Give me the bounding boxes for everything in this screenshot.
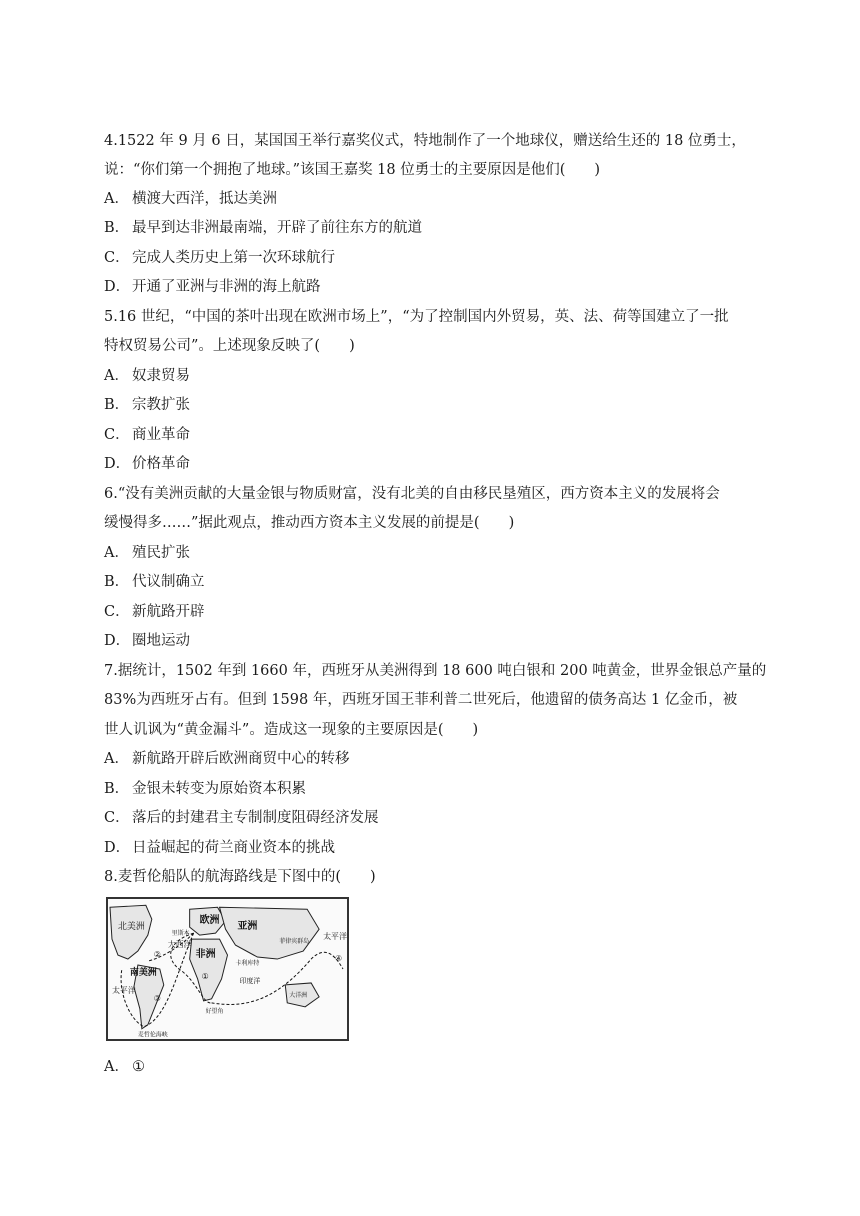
question-6-option-d[interactable] xyxy=(104,631,190,651)
option-text: 完成人类历史上第一次环球航行 xyxy=(132,250,335,266)
option-letter: C． xyxy=(104,810,130,826)
question-4-line-2: 说：“你们第一个拥抱了地球。”该国王嘉奖 18 位勇士的主要原因是他们( ) xyxy=(104,162,601,178)
question-7-line-3: 世人讥讽为“黄金漏斗”。造成这一现象的主要原因是( ) xyxy=(104,722,479,738)
question-4-option-a[interactable] xyxy=(104,189,277,209)
option-letter: D． xyxy=(104,840,131,856)
option-letter: D． xyxy=(104,456,131,472)
option-text: 殖民扩张 xyxy=(132,545,190,561)
question-5-option-d[interactable] xyxy=(104,454,190,474)
map-svg xyxy=(108,899,347,1039)
map-label-north-america: 北美洲 xyxy=(117,922,145,933)
option-letter: A． xyxy=(104,1059,129,1075)
question-7-option-d[interactable] xyxy=(104,838,335,858)
map-label-lisbon: 里斯本 xyxy=(171,930,190,938)
asia-shape xyxy=(220,907,320,959)
question-7-line-2: 83%为西班牙占有。但到 1598 年，西班牙国王菲利普二世死后，他遗留的债务高达 1 亿金币，被 xyxy=(104,692,738,708)
map-label-pacific-left: 太平洋 xyxy=(111,985,136,995)
question-6-option-c[interactable] xyxy=(104,602,205,622)
map-label-atlantic: 大西洋 xyxy=(167,940,192,950)
question-4-option-d[interactable] xyxy=(104,277,321,297)
option-letter: A． xyxy=(104,545,129,561)
option-text: 价格革命 xyxy=(132,456,190,472)
option-text: 代议制确立 xyxy=(132,574,205,590)
question-5-line-1: 5.16 世纪，“中国的茶叶出现在欧洲市场上”，“为了控制国内外贸易，英、法、荷等国建立了一批 xyxy=(104,309,729,325)
option-letter: C． xyxy=(104,250,130,266)
option-letter: A． xyxy=(104,191,129,207)
question-6-line-2: 缓慢得多……”据此观点，推动西方资本主义发展的前提是( ) xyxy=(104,515,515,531)
map-label-cape: 好望角 xyxy=(205,1007,224,1015)
option-letter: B． xyxy=(104,781,130,797)
option-text: 商业革命 xyxy=(132,427,190,443)
map-label-pacific-right: 太平洋 xyxy=(323,932,347,942)
map-label-route-2: ② xyxy=(153,950,161,960)
option-letter: A． xyxy=(104,368,129,384)
option-letter: D． xyxy=(104,279,131,295)
map-label-strait: 麦哲伦海峡 xyxy=(137,1031,168,1039)
question-5-line-2: 特权贸易公司”。上述现象反映了( ) xyxy=(104,338,355,354)
question-4-option-b[interactable] xyxy=(104,218,422,238)
map-label-indian-ocean: 印度洋 xyxy=(239,976,261,985)
option-letter: D． xyxy=(104,633,131,649)
map-label-route-1: ① xyxy=(201,971,209,981)
map-label-calicut: 卡利库特 xyxy=(235,960,260,968)
option-letter: B． xyxy=(104,574,130,590)
option-text: 开通了亚洲与非洲的海上航路 xyxy=(132,279,321,295)
map-label-route-3: ③ xyxy=(153,993,161,1003)
question-6-line-1: 6.“没有美洲贡献的大量金银与物质财富，没有北美的自由移民垦殖区，西方资本主义的发展将会 xyxy=(104,486,720,502)
question-5-option-c[interactable] xyxy=(104,425,190,445)
question-7-option-b[interactable] xyxy=(104,779,306,799)
route-line-4 xyxy=(212,952,343,1004)
option-letter: C． xyxy=(104,604,130,620)
question-7-option-a[interactable] xyxy=(104,749,350,769)
option-text: 金银未转变为原始资本积累 xyxy=(132,781,306,797)
map-label-asia: 亚洲 xyxy=(237,921,258,933)
map-label-south-america: 南美洲 xyxy=(129,967,157,978)
map-label-route-4: ④ xyxy=(335,954,343,964)
option-text: ① xyxy=(132,1059,145,1075)
option-text: 新航路开辟 xyxy=(132,604,205,620)
question-6-option-b[interactable] xyxy=(104,572,205,592)
option-text: 最早到达非洲最南端，开辟了前往东方的航道 xyxy=(132,220,422,236)
option-text: 横渡大西洋，抵达美洲 xyxy=(132,191,277,207)
option-text: 宗教扩张 xyxy=(132,397,190,413)
option-letter: B． xyxy=(104,397,130,413)
map-label-europe: 欧洲 xyxy=(199,915,220,927)
map-label-philippines: 菲律宾群岛 xyxy=(279,938,310,946)
world-route-map xyxy=(106,897,349,1041)
option-letter: C． xyxy=(104,427,130,443)
question-4-option-c[interactable] xyxy=(104,248,335,268)
option-text: 新航路开辟后欧洲商贸中心的转移 xyxy=(132,751,350,767)
option-text: 落后的封建君主专制制度阻碍经济发展 xyxy=(132,810,379,826)
question-5-option-b[interactable] xyxy=(104,395,190,415)
question-7-option-c[interactable] xyxy=(104,808,379,828)
option-letter: B． xyxy=(104,220,130,236)
option-text: 奴隶贸易 xyxy=(132,368,190,384)
question-8-line-1: 8.麦哲伦船队的航海路线是下图中的( ) xyxy=(104,869,376,885)
option-text: 圈地运动 xyxy=(132,633,190,649)
option-letter: A． xyxy=(104,751,129,767)
option-text: 日益崛起的荷兰商业资本的挑战 xyxy=(132,840,335,856)
question-8-option-a[interactable] xyxy=(104,1057,145,1077)
question-6-option-a[interactable] xyxy=(104,543,190,563)
question-7-line-1: 7.据统计，1502 年到 1660 年，西班牙从美洲得到 18 600 吨白银和 200 吨黄金，世界金银总产量的 xyxy=(104,663,767,679)
map-label-africa: 非洲 xyxy=(195,949,216,961)
question-5-option-a[interactable] xyxy=(104,366,190,386)
map-label-oceania: 大洋洲 xyxy=(289,991,308,999)
question-4-line-1: 4.1522 年 9 月 6 日，某国国王举行嘉奖仪式，特地制作了一个地球仪，赠送给生还的 18 位勇士， xyxy=(104,133,746,149)
